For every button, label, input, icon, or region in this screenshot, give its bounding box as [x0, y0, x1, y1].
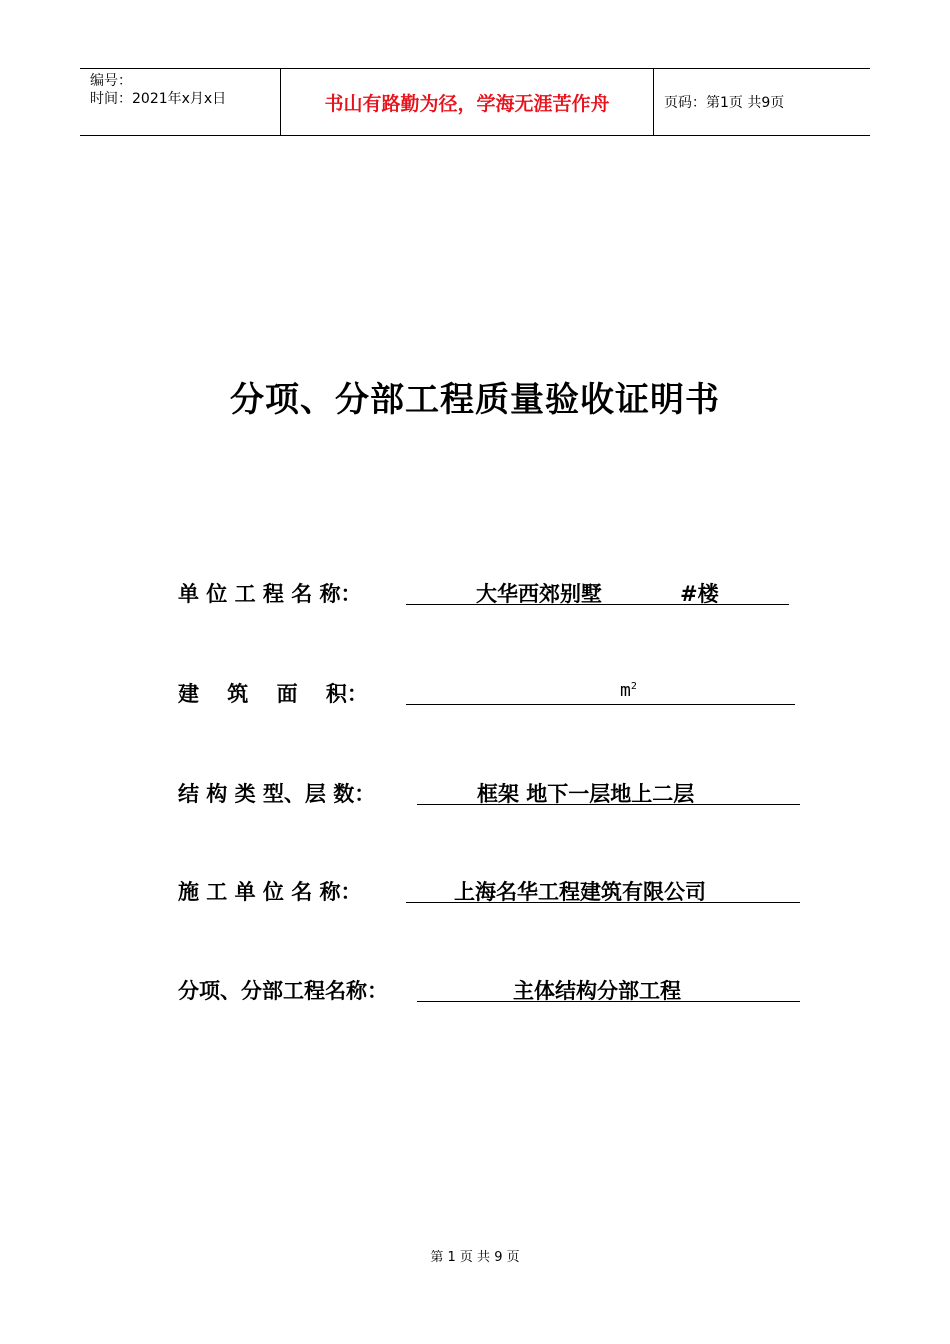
- area-row: [178, 678, 798, 708]
- subproject-row: [178, 975, 802, 1005]
- area-unit-sup: 2: [630, 681, 637, 692]
- page-header: [80, 68, 870, 136]
- subproject-value-line: [417, 975, 800, 1002]
- contractor-value-line: [406, 876, 800, 903]
- area-unit-base: m: [620, 680, 631, 701]
- structure-value: 框架 地下一层地上二层: [477, 782, 695, 806]
- subproject-value: 主体结构分部工程: [513, 979, 681, 1003]
- header-meta-cell: [80, 69, 281, 135]
- structure-row: [178, 778, 802, 808]
- unit-project-value: 大华西郊别墅: [476, 582, 602, 606]
- time-label: 时间：2021年x月x日: [90, 91, 227, 107]
- header-motto: 书山有路勤为径，学海无涯苦作舟: [281, 69, 654, 135]
- contractor-row: [178, 876, 802, 906]
- unit-project-value-line: [406, 578, 789, 605]
- document-title: 分项、分部工程质量验收证明书: [230, 380, 720, 420]
- unit-project-building: #楼: [680, 582, 719, 606]
- structure-label: 结 构 类 型、层 数：: [178, 782, 376, 806]
- area-unit: [620, 680, 637, 701]
- subproject-label: 分项、分部工程名称：: [178, 979, 388, 1003]
- header-page-info: 页码：第1页 共9页: [664, 95, 785, 111]
- number-label: 编号：: [90, 73, 132, 89]
- contractor-label: 施 工 单 位 名 称：: [178, 880, 362, 904]
- unit-project-label: 单 位 工 程 名 称：: [178, 582, 362, 606]
- unit-project-row: [178, 578, 790, 608]
- area-label: 建 筑 面 积：: [178, 682, 368, 706]
- contractor-value: 上海名华工程建筑有限公司: [454, 880, 706, 904]
- page-footer: 第 1 页 共 9 页: [430, 1250, 520, 1265]
- area-value-line: [406, 678, 795, 705]
- structure-value-line: [417, 778, 800, 805]
